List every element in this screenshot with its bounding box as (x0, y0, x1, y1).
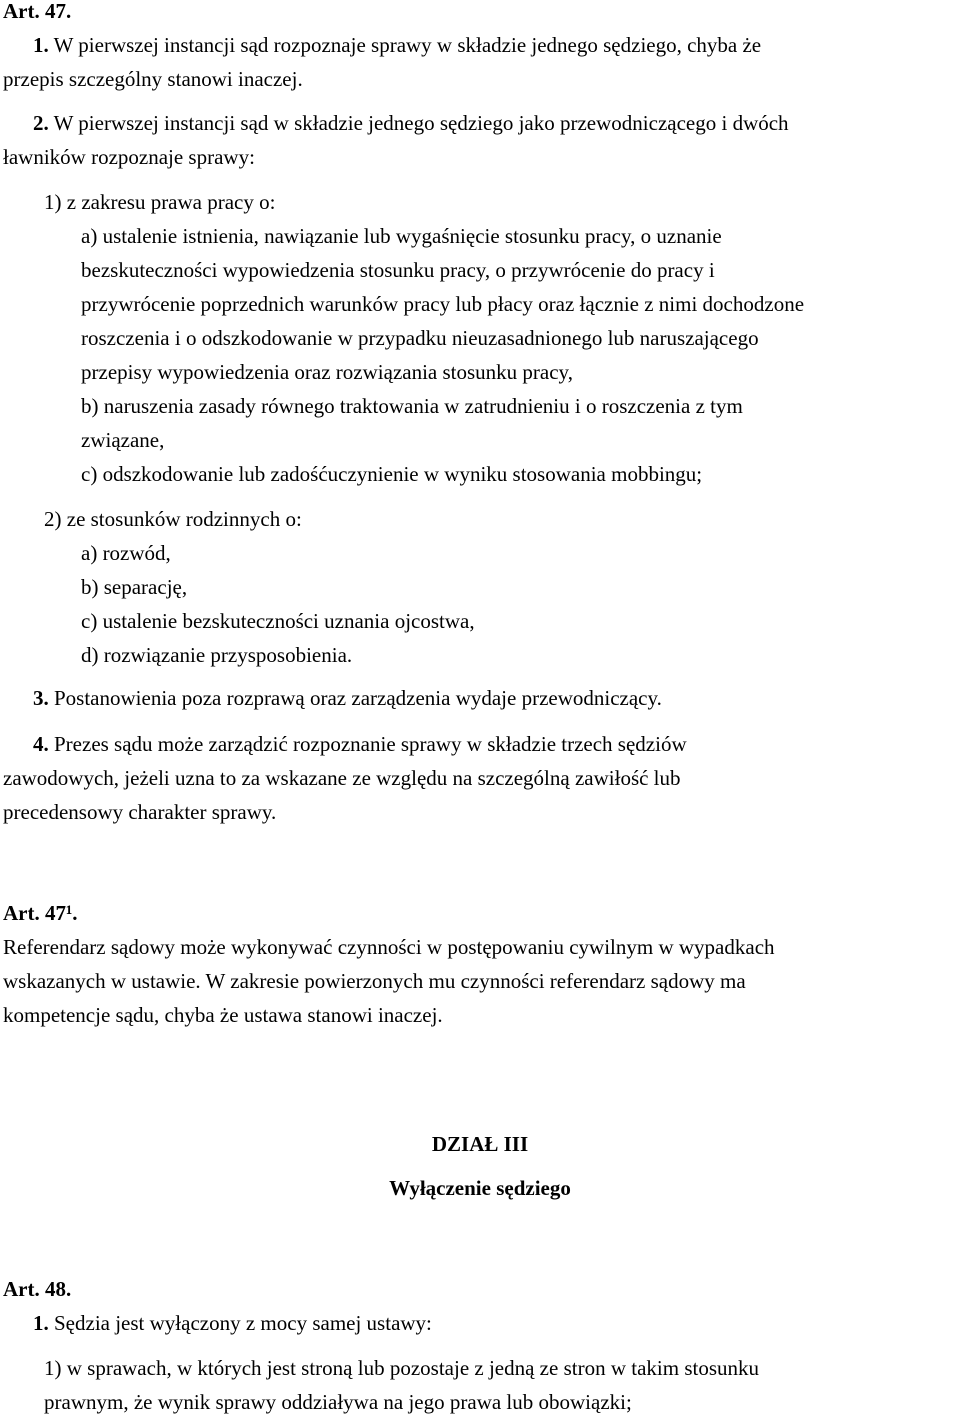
art47-p1-line1: 1. W pierwszej instancji sąd rozpoznaje sprawy w składzie jednego sędziego, chyba że (33, 33, 762, 57)
item-1c-line: c) odszkodowanie lub zadośćuczynienie w wyniku stosowania mobbingu; (81, 462, 703, 486)
section-title: DZIAŁ III (431, 1132, 529, 1156)
item-2a: a) rozwód, (81, 541, 171, 565)
art47-1-line1: Referendarz sądowy może wykonywać czynności w postępowaniu cywilnym w wypadkach (3, 935, 775, 959)
art47-heading: Art. 47. (3, 0, 72, 23)
art47-1-line3: kompetencje sądu, chyba że ustawa stanowi inaczej. (3, 1003, 443, 1027)
art47-p4-line2: zawodowych, jeżeli uzna to za wskazane ze względu na szczególną zawiłość lub (3, 766, 681, 790)
art47-p4-line1: 4. Prezes sądu może zarządzić rozpoznanie sprawy w składzie trzech sędziów (33, 732, 687, 756)
paragraph-number: 1. (33, 1311, 49, 1335)
art47-p2-line2: ławników rozpoznaje sprawy: (3, 145, 255, 169)
art47-1-line2: wskazanych w ustawie. W zakresie powierzonych mu czynności referendarz sądowy ma (3, 969, 746, 993)
paragraph-number: 1. (33, 33, 49, 57)
item-1a-line: roszczenia i o odszkodowanie w przypadku nieuzasadnionego lub naruszającego (81, 326, 759, 350)
paragraph-number: 2. (33, 111, 49, 135)
paragraph-number: 3. (33, 686, 49, 710)
art47-p2-line1: 2. W pierwszej instancji sąd w składzie jednego sędziego jako przewodniczącego i dwóch (33, 111, 789, 135)
paragraph-number: 4. (33, 732, 49, 756)
art48-heading: Art. 48. (3, 1277, 72, 1301)
art48-p1: 1. Sędzia jest wyłączony z mocy samej ustawy: (33, 1311, 432, 1335)
item-1a-line: a) ustalenie istnienia, nawiązanie lub wygaśnięcie stosunku pracy, o uznanie (81, 224, 722, 248)
item-2b: b) separację, (81, 575, 188, 599)
item-1a-line: przywrócenie poprzednich warunków pracy lub płacy oraz łącznie z nimi dochodzone (81, 292, 805, 316)
item-1b-line: b) naruszenia zasady równego traktowania w zatrudnieniu i o roszczenia z tym (81, 394, 743, 418)
section-subtitle: Wyłączenie sędziego (389, 1176, 571, 1200)
item-1a-line: bezskuteczności wypowiedzenia stosunku pracy, o przywrócenie do pracy i (81, 258, 715, 282)
art48-item1-line2: prawnym, że wynik sprawy oddziaływa na jego prawa lub obowiązki; (44, 1390, 632, 1414)
item-2-label: 2) ze stosunków rodzinnych o: (44, 507, 302, 531)
art47-p1-line2: przepis szczególny stanowi inaczej. (3, 67, 303, 91)
art47-p4-line3: precedensowy charakter sprawy. (3, 800, 277, 824)
item-1b-line: związane, (81, 428, 165, 452)
item-1-label: 1) z zakresu prawa pracy o: (44, 190, 276, 214)
item-2c: c) ustalenie bezskuteczności uznania ojcostwa, (81, 609, 475, 633)
item-2d: d) rozwiązanie przysposobienia. (81, 643, 353, 667)
item-1a-line: przepisy wypowiedzenia oraz rozwiązania stosunku pracy, (81, 360, 573, 384)
art47-p3: 3. Postanowienia poza rozprawą oraz zarządzenia wydaje przewodniczący. (33, 686, 662, 710)
art47-1-heading: Art. 47¹. (3, 901, 78, 925)
art48-item1-line1: 1) w sprawach, w których jest stroną lub pozostaje z jedną ze stron w takim stosunku (44, 1356, 759, 1380)
